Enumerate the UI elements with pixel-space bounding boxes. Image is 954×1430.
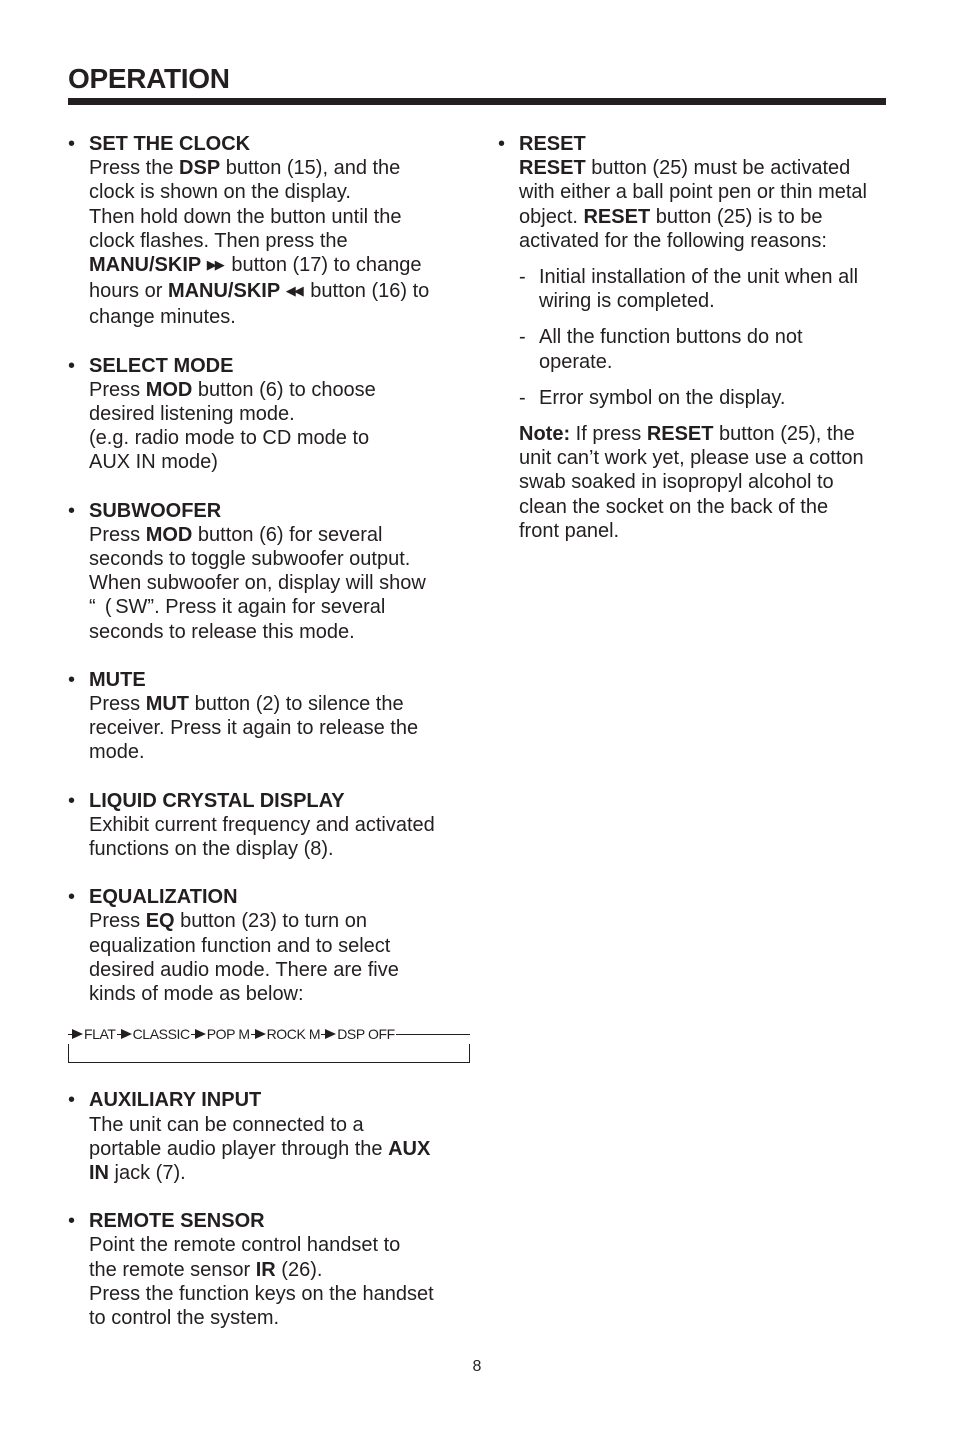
cycle-flow [68,1024,470,1044]
text-line: Press the DSP button (15), and the [89,157,401,180]
arrow-icon [72,1029,83,1039]
text-line: desired listening mode. [89,403,295,426]
text-line: object. RESET button (25) is to be [519,205,823,228]
arrow-icon [195,1029,206,1039]
section-heading: SET THE CLOCK [89,133,251,155]
text-line: Press MOD button (6) for several [89,523,383,546]
section-reset [498,132,890,543]
text-line: Note: If press RESET button (25), the [519,423,855,446]
text-line: operate. [539,350,613,373]
eq-mode-label: ROCK M [266,1026,321,1043]
section-remote-sensor [68,1209,468,1330]
bullet: • [68,133,76,155]
text-line: Press EQ button (23) to turn on [89,910,367,933]
text-line: “ ( SW”. Press it again for several [89,596,386,619]
bullet: • [68,1210,76,1233]
section-auxiliary-input [68,1088,468,1185]
section-mute [68,668,468,765]
text-line: unit can’t work yet, please use a cotton [519,447,864,470]
bullet: • [68,354,76,377]
eq-mode-label: POP M [206,1026,250,1043]
text-line: IN jack (7). [89,1161,186,1184]
bullet: • [68,789,76,812]
fast-forward-icon: ▶▶ [206,257,223,273]
bullet: • [68,499,76,522]
text-line: Press MUT button (2) to silence the [89,693,404,716]
dash-marker: - [519,386,526,409]
left-column [68,132,468,1354]
page-number: 8 [472,1358,482,1375]
text-line: seconds to release this mode. [89,620,355,643]
eq-mode-label: FLAT [84,1026,116,1043]
eq-mode-label: CLASSIC [132,1026,190,1043]
text-line: kinds of mode as below: [89,983,304,1006]
text-line: All the function buttons do not [539,326,803,349]
section-subwoofer [68,499,468,644]
text-line: equalization function and to select [89,934,391,957]
text-line: AUX IN mode) [89,451,218,474]
text-line: seconds to toggle subwoofer output. [89,548,411,571]
list-item [519,265,890,313]
bullet: • [68,1089,76,1112]
text-line: (e.g. radio mode to CD mode to [89,427,370,450]
eq-mode-label: DSP OFF [337,1026,395,1043]
text-line: functions on the display (8). [89,838,334,861]
section-heading: REMOTE SENSOR [89,1210,265,1233]
section-equalization [68,885,468,1006]
dash-marker: - [519,266,526,289]
rewind-icon: ◀◀ [285,283,302,299]
section-select-mode [68,354,468,475]
text-line: clock flashes. Then press the [89,229,348,252]
text-line: with either a ball point pen or thin metal [519,181,867,204]
text-line: desired audio mode. There are five [89,958,399,981]
text-line: wiring is completed. [539,290,715,313]
text-line: clock is shown on the display. [89,181,351,204]
arrow-icon [325,1029,336,1039]
text-line: Press MOD button (6) to choose [89,378,376,401]
section-liquid-crystal-display [68,789,468,862]
title-rule [68,98,886,105]
eq-mode-cycle-diagram [68,1024,470,1062]
list-item [519,386,890,410]
bullet: • [498,133,506,155]
page-title: OPERATION [68,63,230,94]
text-line: RESET button (25) must be activated [519,157,851,180]
text-line: front panel. [519,519,620,542]
text-line: hours or MANU/SKIP ◀◀ button (16) to [89,280,430,303]
text-line: swab soaked in isopropyl alcohol to [519,471,834,494]
text-line: to control the system. [89,1306,280,1329]
section-heading: AUXILIARY INPUT [89,1089,262,1112]
text-line: Initial installation of the unit when all [539,266,859,289]
arrow-icon [121,1029,132,1039]
text-line: Then hold down the button until the [89,205,402,228]
text-line: change minutes. [89,306,236,329]
text-line: clean the socket on the back of the [519,495,829,518]
text-line: When subwoofer on, display will show [89,572,426,595]
section-heading: EQUALIZATION [89,886,238,909]
text-line: Error symbol on the display. [539,386,786,409]
bullet: • [68,886,76,909]
text-line: mode. [89,741,145,764]
right-column [498,132,890,543]
text-line: MANU/SKIP ▶▶ button (17) to change [89,254,422,277]
reset-reasons-list [519,265,890,410]
text-line: Press the function keys on the handset [89,1282,434,1305]
arrow-icon [255,1029,266,1039]
section-heading: MUTE [89,668,146,691]
text-line: receiver. Press it again to release the [89,717,419,740]
text-line: Point the remote control handset to [89,1234,401,1257]
section-set-the-clock [68,132,468,330]
dash-marker: - [519,326,526,349]
section-heading: RESET [519,133,586,155]
section-heading: SELECT MODE [89,354,234,377]
text-line: activated for the following reasons: [519,229,827,252]
section-heading: SUBWOOFER [89,499,222,522]
section-heading: LIQUID CRYSTAL DISPLAY [89,789,345,812]
reset-note [519,422,890,543]
text-line: the remote sensor IR (26). [89,1258,323,1281]
list-item [519,325,890,373]
bullet: • [68,668,76,691]
text-line: Exhibit current frequency and activated [89,813,435,836]
subwoofer-icon: ( [104,596,112,619]
text-line: portable audio player through the AUX [89,1137,431,1160]
connector-line [396,1034,470,1035]
text-line: The unit can be connected to a [89,1113,364,1136]
